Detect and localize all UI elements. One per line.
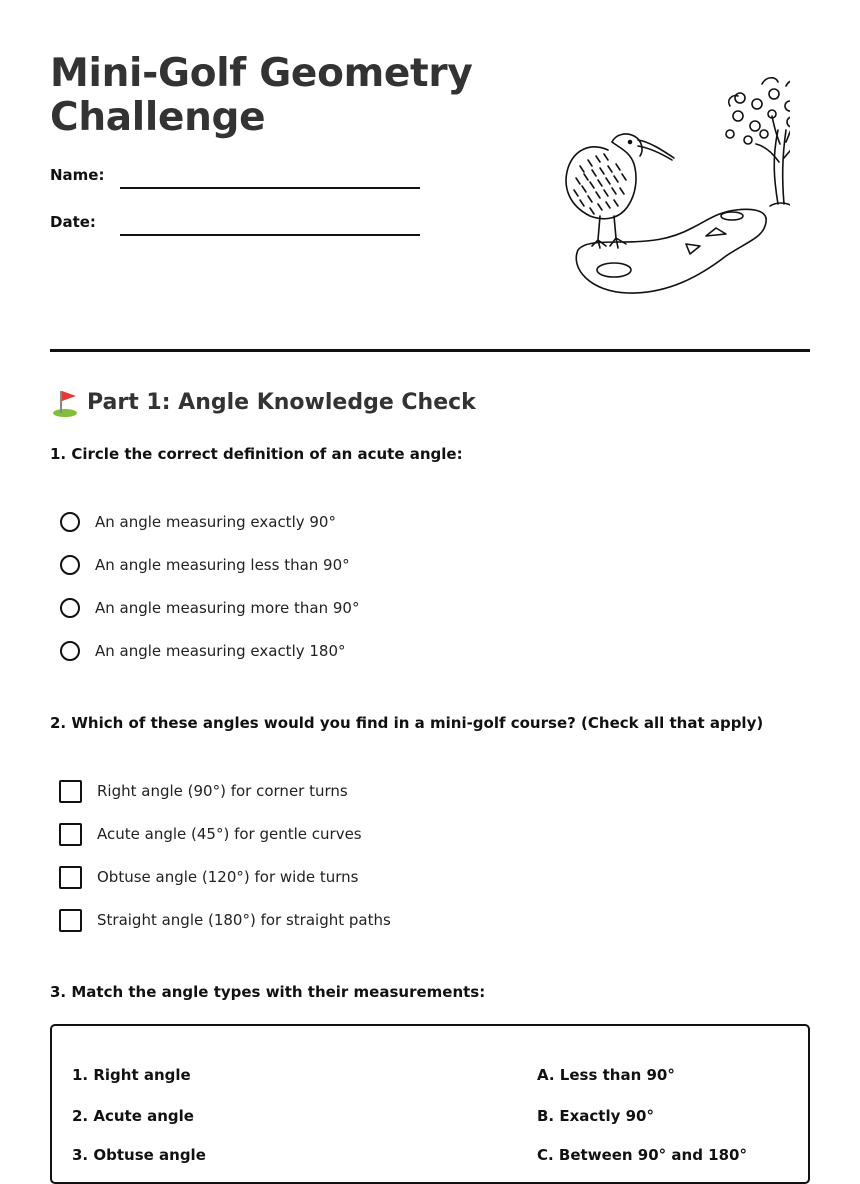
q1-option-3-circle[interactable] <box>60 598 80 618</box>
q2-option-4[interactable] <box>60 907 391 933</box>
q2-option-3-checkbox[interactable] <box>59 866 82 889</box>
match-right-a[interactable]: A. Less than 90° <box>537 1066 675 1084</box>
name-field-row <box>50 166 420 196</box>
match-right-c[interactable]: C. Between 90° and 180° <box>537 1146 747 1164</box>
worksheet-page <box>50 0 810 1164</box>
part1-title-text: Part 1: Angle Knowledge Check <box>87 390 476 415</box>
q2-option-4-checkbox[interactable] <box>59 909 82 932</box>
kiwi-bird-tree-golf-green-illustration <box>550 70 790 300</box>
title-line-1: Mini-Golf Geometry <box>50 51 473 96</box>
part1-title <box>50 388 476 418</box>
date-field-row <box>50 213 420 243</box>
question-2-prompt: 2. Which of these angles would you find in a mini-golf course? (Check all that apply) <box>50 714 764 732</box>
q2-option-4-label: Straight angle (180°) for straight paths <box>97 911 391 929</box>
q1-option-2-circle[interactable] <box>60 555 80 575</box>
question-1-prompt: 1. Circle the correct definition of an acute angle: <box>50 445 463 463</box>
name-write-line[interactable] <box>120 187 420 189</box>
question-3-prompt: 3. Match the angle types with their measurements: <box>50 983 486 1001</box>
q1-option-3-label: An angle measuring more than 90° <box>95 599 360 617</box>
match-right-b[interactable]: B. Exactly 90° <box>537 1107 654 1125</box>
q1-option-2[interactable] <box>60 552 350 578</box>
golf-flag-icon <box>50 388 80 418</box>
q1-option-1[interactable] <box>60 509 336 535</box>
matching-box <box>50 1024 810 1184</box>
match-left-3[interactable]: 3. Obtuse angle <box>72 1146 206 1164</box>
q1-option-3[interactable] <box>60 595 359 621</box>
worksheet-title <box>50 52 490 140</box>
q1-option-4[interactable] <box>60 638 346 664</box>
q2-option-2-label: Acute angle (45°) for gentle curves <box>97 825 362 843</box>
q2-option-3-label: Obtuse angle (120°) for wide turns <box>97 868 359 886</box>
title-line-2: Challenge <box>50 95 266 140</box>
q2-option-1[interactable] <box>60 778 348 804</box>
name-label: Name: <box>50 166 105 184</box>
match-left-2[interactable]: 2. Acute angle <box>72 1107 194 1125</box>
q2-option-2[interactable] <box>60 821 362 847</box>
q2-option-1-checkbox[interactable] <box>59 780 82 803</box>
header-divider <box>50 349 810 352</box>
match-left-1[interactable]: 1. Right angle <box>72 1066 191 1084</box>
q2-option-2-checkbox[interactable] <box>59 823 82 846</box>
date-write-line[interactable] <box>120 234 420 236</box>
date-label: Date: <box>50 213 96 231</box>
q2-option-3[interactable] <box>60 864 358 890</box>
q1-option-4-label: An angle measuring exactly 180° <box>95 642 346 660</box>
q1-option-1-label: An angle measuring exactly 90° <box>95 513 336 531</box>
q1-option-2-label: An angle measuring less than 90° <box>95 556 350 574</box>
q2-option-1-label: Right angle (90°) for corner turns <box>97 782 348 800</box>
q1-option-4-circle[interactable] <box>60 641 80 661</box>
q1-option-1-circle[interactable] <box>60 512 80 532</box>
